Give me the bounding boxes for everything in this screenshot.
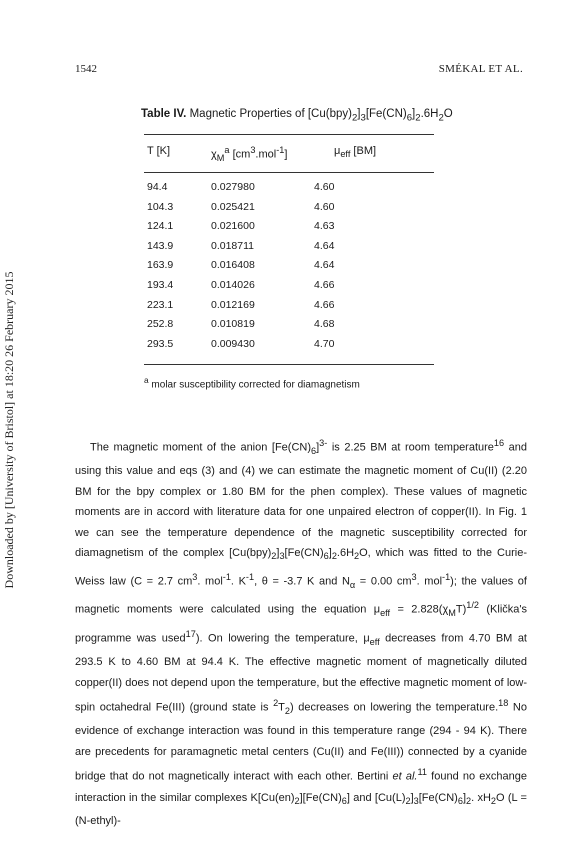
table-cell-chi: 0.009430 (211, 337, 255, 350)
table-bottom-rule (144, 364, 434, 365)
table-cell-t: 293.5 (147, 337, 174, 350)
table-label: Table IV. (141, 108, 187, 120)
table-title: Magnetic Properties of $[Cu(bpy)_2]_3[Fe(CN)_6]_2.6H_2O$ (189, 108, 453, 124)
body-text (75, 433, 527, 832)
table-cell-t: 252.8 (147, 318, 174, 331)
table-cell-t: 104.3 (147, 200, 174, 213)
table-cell-chi: 0.018711 (211, 239, 255, 252)
table-cell-mu: 4.63 (314, 220, 335, 233)
table-caption (141, 108, 453, 123)
table-cell-t: 193.4 (147, 279, 174, 291)
table-cell-chi: 0.014026 (211, 279, 255, 291)
table-top-rule (144, 134, 434, 135)
table-cell-mu: 4.66 (314, 279, 335, 291)
download-watermark-text: Downloaded by [University of Bristol] at 18:20 26 February 2015 (2, 271, 16, 589)
table-cell-chi: 0.025421 (211, 200, 255, 213)
table-cell-t: 124.1 (147, 220, 174, 233)
table-cell-mu: 4.64 (314, 259, 335, 272)
table-header-rule (144, 172, 434, 173)
table-cell-t: 223.1 (147, 298, 174, 311)
header-susceptibility: $\chi_M^a$ $[cm^3.mol^{-1}]$ (211, 145, 288, 163)
table-cell-chi: 0.021600 (211, 220, 255, 233)
table-cell-mu: 4.68 (314, 318, 335, 331)
page-number: 1542 (75, 63, 97, 75)
paragraph: The magnetic moment of the anion $[Fe(CN)_6]^{3-}$ is 2.25 BM at room temperature$^{16}$ and using this value and eqs (3) and (4) we can estimate the magnetic moment of Cu(II) (2.20 BM for the bpy complex or 1.80 BM for the phen complex). These values of magnetic moments are in accord with literature data for one unpaired electron of copper(II). In Fig. 1 we can see the temperature dependence of the magnetic susceptibility corrected for diamagnetism of the complex $[Cu(bpy)_2]_3[Fe(CN)_6]_2.6H_2O$, which was fitted to the Curie-Weiss law (C = 2.7 $cm^3$. mol$^{-1}$. $K^{-1}$, θ = -3.7 K and $N_\alpha = 0.00$ $cm^3$. mol$^{-1}$); the values of magnetic moments were calculated using the equation $\mu_{eff} = 2.828(\chi_MT)^{1/2}$ (Klička's programme was used$^{17}$). On lowering the temperature, $\mu_{eff}$ decreases from 4.70 BM at 293.5 K to 4.60 BM at 94.4 K. The effective magnetic moment of magnetically diluted copper(II) does not depend upon the temperature, but the effective magnetic moment of low-spin octahedral Fe(III) (ground state is $^2T_2$) decreases on lowering the temperature.$^{18}$ No evidence of exchange interaction was found in this temperature range (294 - 94 K). There are precedents for paramagnetic metal centers (Cu(II) and Fe(III)) connected by a cyanide bridge that do not magnetically interact with each other. Bertini et al.$^{11}$ found no exchange interaction in the similar complexes $K[Cu(en)_2][Fe(CN)_6]$ and $[Cu(L)_2]_3[Fe(CN)_6]_2$. $xH_2O$ (L = (N-ethyl)- (75, 438, 527, 828)
table-cell-mu: 4.60 (314, 200, 335, 213)
table-footnote: $^a$ molar susceptibility corrected for diamagnetism (144, 375, 360, 391)
table-cell-mu: 4.70 (314, 337, 335, 350)
table-cell-chi: 0.016408 (211, 259, 255, 272)
table-cell-chi: 0.012169 (211, 298, 255, 311)
table-cell-chi: 0.010819 (211, 318, 255, 331)
table-cell-t: 143.9 (147, 239, 174, 252)
table-cell-mu: 4.64 (314, 239, 335, 252)
table-cell-mu: 4.60 (314, 181, 335, 193)
table-cell-mu: 4.66 (314, 298, 335, 311)
header-temperature: T [K] (147, 145, 171, 157)
table-cell-chi: 0.027980 (211, 181, 255, 193)
table-cell-t: 163.9 (147, 259, 174, 272)
table-cell-t: 94.4 (147, 181, 168, 193)
running-head: SMÉKAL ET AL. (438, 63, 523, 75)
header-magnetic-moment: $\mu_{eff}$ [BM] (334, 145, 377, 160)
